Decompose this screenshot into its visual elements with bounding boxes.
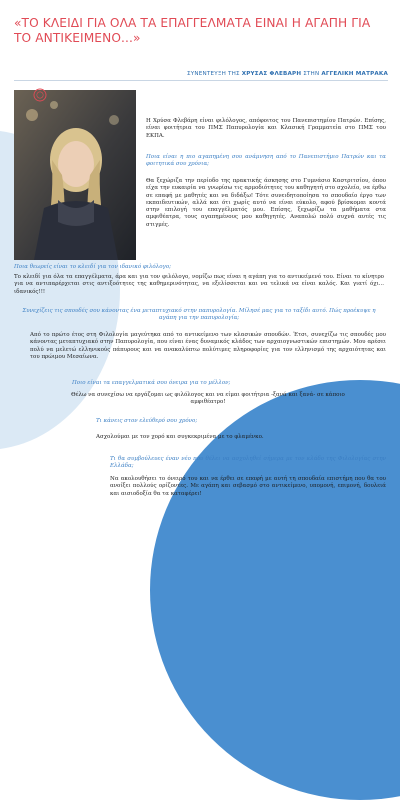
- question-3: Συνεχίζεις τις σπουδές σου κάνοντας ένα μεταπτυχιακό στην παπυρολογία. Μίλησέ μας για το ταξίδι αυτό. Πώς προέκυψε η αγάπη για την παπυρολογία;: [22, 308, 376, 322]
- question-4: Ποιο είναι τα επαγγελματικά σου όνειρα για το μέλλον;: [72, 380, 231, 386]
- question-2: Ποια θεωρείς είναι το κλειδί για τον ιδανικό φιλόλογο;: [14, 264, 171, 270]
- answer-5: Ασχολούμαι με τον χορό και συγκεκριμένα με το φλαμένκο.: [96, 434, 264, 440]
- answer-1: Θα ξεχώριζα την περίοδο της πρακτικής άσκησης στο Γυμνάσιο Καστριτσίου, όπου είχα την ευκαιρία να γνωρίσω τις αρμοδιότητες του καθηγητή στο σχολείο, να έρθω σε επαφή με μαθητές και να διδάξω! Τότε συνειδητοποίησα το σπουδαίο έργο των εκπαιδευτικών, αλλά και ότι χωρίς αυτό να είναι εύκολο, αφού βρίσκομαι κοντά στην επιλογή του επαγγέλματός μου. Επίσης, ξεχωρίζω τα μαθήματα στα αμφιθέατρα, τους αγαπημένους μου καθηγητές. Αναπολώ πολύ συχνά αυτές τις στιγμές.: [146, 178, 386, 228]
- byline: [187, 71, 388, 77]
- question-5: Τι κάνεις στον ελεύθερό σου χρόνο;: [96, 418, 198, 424]
- question-6: Τι θα συμβούλευες έναν νέο που θέλει να ασχοληθεί σήμερα με τον κλάδο της Φιλολογίας στην Ελλάδα;: [110, 456, 386, 470]
- title-divider: [14, 80, 388, 81]
- university-seal-icon: [33, 88, 47, 102]
- answer-3: Από το πρώτο έτος στη Φιλολογία μαγεύτηκα από το αντικείμενο των κλασικών σπουδών. Έτσι, συνεχίζω τις σπουδές μου κάνοντας μεταπτυχιακό στην Παπυρολογία, που είναι ένας δυναμικός κλάδος των αρχαιογνωστικών επιστημών. Μου αρέσει πολύ να μελετώ ελληνικούς πάπυρους και να ανακαλύπτω πολύτιμες πληροφορίες για τον ελληνισμό της αρχαιότητας και του πρώιμου Μεσαίωνα.: [30, 332, 386, 360]
- article-title: «ΤΟ ΚΛΕΙΔΙ ΓΙΑ ΟΛΑ ΤΑ ΕΠΑΓΓΕΛΜΑΤΑ ΕΙΝΑΙ Η ΑΓΑΠΗ ΓΙΑ ΤΟ ΑΝΤΙΚΕΙΜΕΝΟ...»: [14, 16, 371, 45]
- answer-2: Το κλειδί για όλα τα επαγγέλματα, άρα και για τον φιλόλογο, νομίζω πως είναι η αγάπη για το αντικείμενό του. Είναι το κίνητρο για να αντιπαρέρχεται στις αντιξοότητες της καθημερινότητας, να εξελίσσεται και να τελικά να είναι καλός. Και γιατί όχι... ιδανικός!!!: [14, 274, 384, 295]
- question-1: Ποια είναι η πιο αγαπημένη σου ανάμνηση από το Πανεπιστήμιο Πατρών και τα φοιτητικά σου χρόνια;: [146, 154, 386, 168]
- answer-6: Να ακολουθήσει το όνειρό του και να έρθει σε επαφή με αυτή τη σπουδαία επιστήμη που θα του ανοίξει πολλούς ορίζοντες. Με αγάπη και σεβασμό στο αντικείμενο, υπομονή, επιμονή, δουλειά και αισιοδοξία θα τα καταφέρει!: [110, 476, 386, 497]
- intro-paragraph: Η Χρύσα Φλεβάρη είναι φιλόλογος, απόφοιτος του Πανεπιστημίου Πατρών. Επίσης, είναι φοιτήτρια του ΠΜΣ Παπυρολογία και Κλασική Γραμματεία στο ΠΜΣ του ΕΚΠΑ.: [146, 118, 386, 139]
- byline-interviewer: ΑΓΓΕΛΙΚΗ ΜΑΤΡΑΚΑ: [321, 71, 388, 77]
- byline-middle: ΣΤΗΝ: [303, 71, 320, 77]
- byline-interviewee: ΧΡΥΣΑΣ ΦΛΕΒΑΡΗ: [241, 71, 302, 77]
- portrait-photo: [14, 90, 136, 260]
- answer-4: Θέλω να συνεχίσω να εργάζομαι ως φιλόλογος και να είμαι φοιτήτρια -ξανά και ξανά- σε κάποιο αμφιθέατρο!: [71, 392, 345, 406]
- byline-prefix: ΣΥΝΕΝΤΕΥΞΗ ΤΗΣ: [187, 71, 240, 77]
